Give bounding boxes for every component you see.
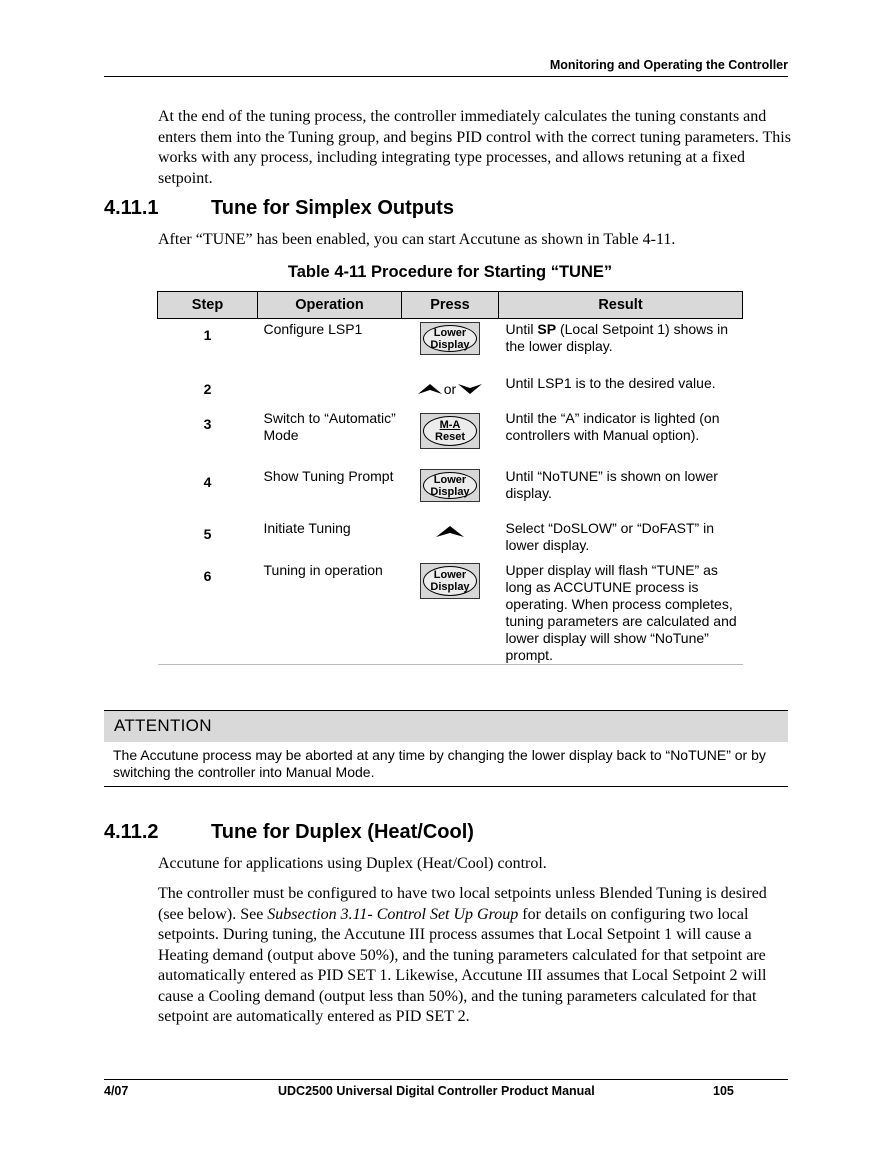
page-number: 105 <box>713 1084 734 1098</box>
increment-arrow-icon <box>417 383 443 395</box>
ma-reset-key <box>420 413 480 449</box>
press-cell <box>402 319 499 373</box>
result-text: Until <box>505 321 538 337</box>
table-row <box>158 408 743 466</box>
result-cell <box>499 518 743 560</box>
press-cell <box>402 466 499 518</box>
section-heading-simplex <box>104 197 704 223</box>
section-lead: After “TUNE” has been enabled, you can start Accutune as shown in Table 4-11. <box>158 231 676 248</box>
section-heading-duplex <box>104 821 704 847</box>
key-label-line: Lower <box>433 473 467 486</box>
lower-display-key <box>420 322 480 355</box>
key-label-line: Lower <box>433 327 467 339</box>
decrement-arrow-icon <box>457 383 483 395</box>
table-row <box>158 560 743 665</box>
footer-rule <box>104 1079 788 1080</box>
key-face <box>423 416 477 446</box>
attention-title: ATTENTION <box>114 716 212 735</box>
attention-text: The Accutune process may be aborted at any time by changing the lower display back to “NoTUNE” or by switching the controller into Manual Mode. <box>113 747 766 780</box>
key-label-line: Lower <box>433 568 467 581</box>
body-text: The controller must be configured to have two local setpoints unless Blended Tuning is desired (see below). See <box>158 885 767 923</box>
table-row <box>158 466 743 518</box>
table-row <box>158 373 743 408</box>
running-header: Monitoring and Operating the Controller <box>549 58 788 72</box>
key-face <box>423 325 477 352</box>
section-number: 4.11.2 <box>104 821 159 843</box>
table-row <box>158 319 743 373</box>
key-label-line: Display <box>430 580 470 593</box>
result-text: Until the “A” indicator is lighted (on controllers with Manual option). <box>505 409 720 443</box>
key-face <box>423 472 477 499</box>
header-rule <box>104 76 788 77</box>
section-title: Tune for Duplex (Heat/Cool) <box>211 821 474 843</box>
or-word: or <box>443 380 457 397</box>
increment-or-decrement-keys <box>417 378 483 395</box>
result-cell <box>499 560 743 665</box>
step-number: 4 <box>203 473 212 490</box>
section-lead: Accutune for applications using Duplex (Heat/Cool) control. <box>158 855 547 872</box>
step-number: 3 <box>203 415 212 432</box>
operation-cell <box>258 373 402 408</box>
column-header-result: Result <box>499 292 743 319</box>
result-text: Until LSP1 is to the desired value. <box>505 374 716 391</box>
column-header-press: Press <box>402 292 499 319</box>
table-caption: Table 4-11 Procedure for Starting “TUNE” <box>287 263 613 281</box>
increment-arrow-icon <box>435 524 465 538</box>
lower-display-key <box>420 563 480 599</box>
cross-reference: Subsection 3.11- Control Set Up Group <box>267 905 519 923</box>
body-text: for details on configuring two local setpoints. During tuning, the Accutune III process assumes that Local Setpoint 1 will cause a Heating demand (output above 50%), and the tuning parameters calculated for that setpoint are automatically entered as PID SET 1. Likewise, Accutune III assumes that Local Setpoint 2 will cause a Cooling demand (output less than 50%), and the tuning parameters calculated for that setpoint are automatically entered as PID SET 2. <box>158 905 767 1025</box>
step-number: 5 <box>203 525 212 542</box>
press-cell <box>402 408 499 466</box>
press-cell <box>402 518 499 560</box>
lower-display-key <box>420 469 480 502</box>
result-text: Upper display will flash “TUNE” as long as ACCUTUNE process is operating. When process completes, tuning parameters are calculated and lower display will show “NoTune” prompt. <box>505 561 737 663</box>
press-cell <box>402 560 499 665</box>
table-header-row <box>158 292 743 319</box>
intro-paragraph: At the end of the tuning process, the controller immediately calculates the tuning constants and enters them into the Tuning group, and begins PID control with the correct tuning parameters. This works with any process, including integrating type processes, and allows retuning at a fixed setpoint. <box>158 108 791 187</box>
footer-manual-title: UDC2500 Universal Digital Controller Product Manual <box>278 1084 595 1098</box>
result-text: Select “DoSLOW” or “DoFAST” in lower display. <box>505 519 714 553</box>
operation-cell: Configure LSP1 <box>263 321 363 337</box>
operation-cell: Switch to “Automatic” Mode <box>263 409 396 443</box>
step-number: 1 <box>203 327 212 343</box>
result-text: Until “NoTUNE” is shown on lower display. <box>505 467 718 501</box>
key-face <box>423 566 477 596</box>
result-cell <box>499 408 743 466</box>
key-label-line: Reset <box>435 430 465 443</box>
result-text: (Local Setpoint 1) shows in the lower display. <box>505 321 729 354</box>
operation-cell: Show Tuning Prompt <box>263 467 394 484</box>
section-title: Tune for Simplex Outputs <box>211 197 454 219</box>
key-label-line: Display <box>430 339 470 351</box>
step-number: 2 <box>203 380 212 397</box>
column-header-step: Step <box>158 292 258 319</box>
footer-date: 4/07 <box>104 1084 129 1098</box>
procedure-table <box>157 291 743 665</box>
column-header-operation: Operation <box>258 292 402 319</box>
result-cell <box>499 319 743 373</box>
step-number: 6 <box>158 560 258 665</box>
duplex-body-paragraph <box>158 884 790 1028</box>
press-cell <box>402 373 499 408</box>
table-row <box>158 518 743 560</box>
operation-cell: Tuning in operation <box>258 560 402 665</box>
section-number: 4.11.1 <box>104 197 159 219</box>
operation-cell: Initiate Tuning <box>263 519 351 536</box>
result-cell <box>499 466 743 518</box>
result-cell <box>499 373 743 408</box>
attention-bottom-rule <box>104 786 788 787</box>
key-label-line: Display <box>430 485 470 498</box>
result-emphasis: SP <box>537 321 557 337</box>
key-label-line: M-A <box>439 418 461 431</box>
